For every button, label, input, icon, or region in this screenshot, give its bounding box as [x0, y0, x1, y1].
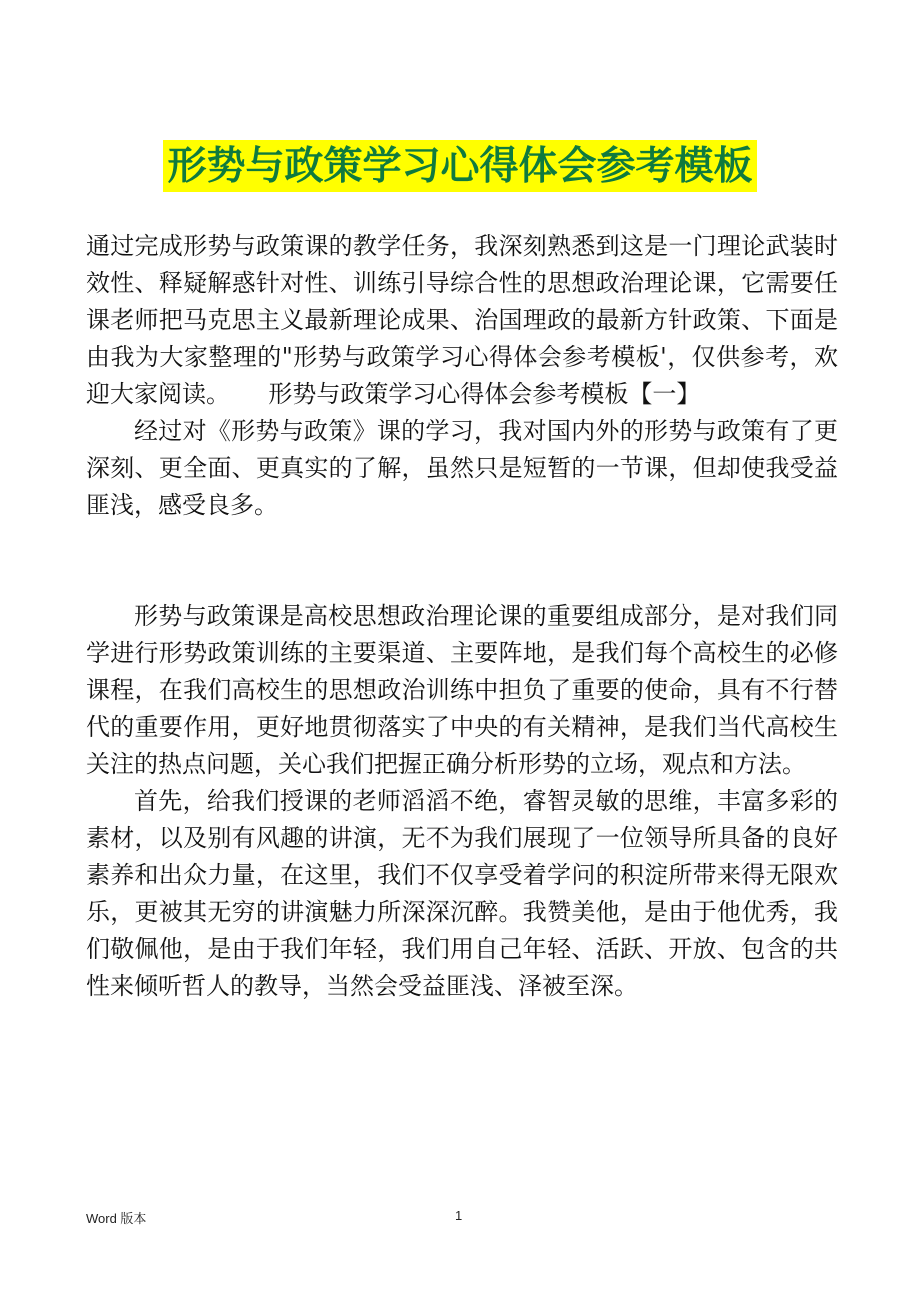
paragraph-2: 形势与政策课是高校思想政治理论课的重要组成部分，是对我们同学进行形势政策训练的主要渠道、主要阵地，是我们每个高校生的必修课程，在我们高校生的思想政治训练中担负了重要的使命，具有不行替代的重要作用，更好地贯彻落实了中央的有关精神，是我们当代高校生关注的热点问题，关心我们把握正确分析形势的立场，观点和方法。 — [86, 602, 838, 778]
paragraph-1: 经过对《形势与政策》课的学习，我对国内外的形势与政策有了更深刻、更全面、更真实的了解，虽然只是短暂的一节课，但却使我受益匪浅，感受良多。 — [86, 417, 838, 519]
document-title: 形势与政策学习心得体会参考模板 — [163, 140, 756, 192]
document-body — [86, 228, 838, 1005]
intro-paragraph — [86, 228, 838, 413]
intro-text: 通过完成形势与政策课的教学任务，我深刻熟悉到这是一门理论武装时效性、释疑解惑针对性、训练引导综合性的思想政治理论课，它需要任课老师把马克思主义最新理论成果、治国理政的最新方针政策、下面是由我为大家整理的"形势与政策学习心得体会参考模板'，仅供参考，欢迎大家阅读。 — [86, 232, 838, 408]
section-heading: 形势与政策学习心得体会参考模板【一】 — [268, 380, 701, 408]
footer-label: Word 版本 — [86, 1211, 147, 1226]
page-number: 1 — [455, 1208, 463, 1223]
paragraph-gap — [86, 524, 838, 598]
title-container — [0, 140, 920, 192]
paragraph-3: 首先，给我们授课的老师滔滔不绝，睿智灵敏的思维，丰富多彩的素材，以及别有风趣的讲演，无不为我们展现了一位领导所具备的良好素养和出众力量，在这里，我们不仅享受着学问的积淀所带来得无限欢乐，更被其无穷的讲演魅力所深深沉醉。我赞美他，是由于他优秀，我们敬佩他，是由于我们年轻，我们用自己年轻、活跃、开放、包含的共性来倾听哲人的教导，当然会受益匪浅、泽被至深。 — [86, 787, 838, 1000]
